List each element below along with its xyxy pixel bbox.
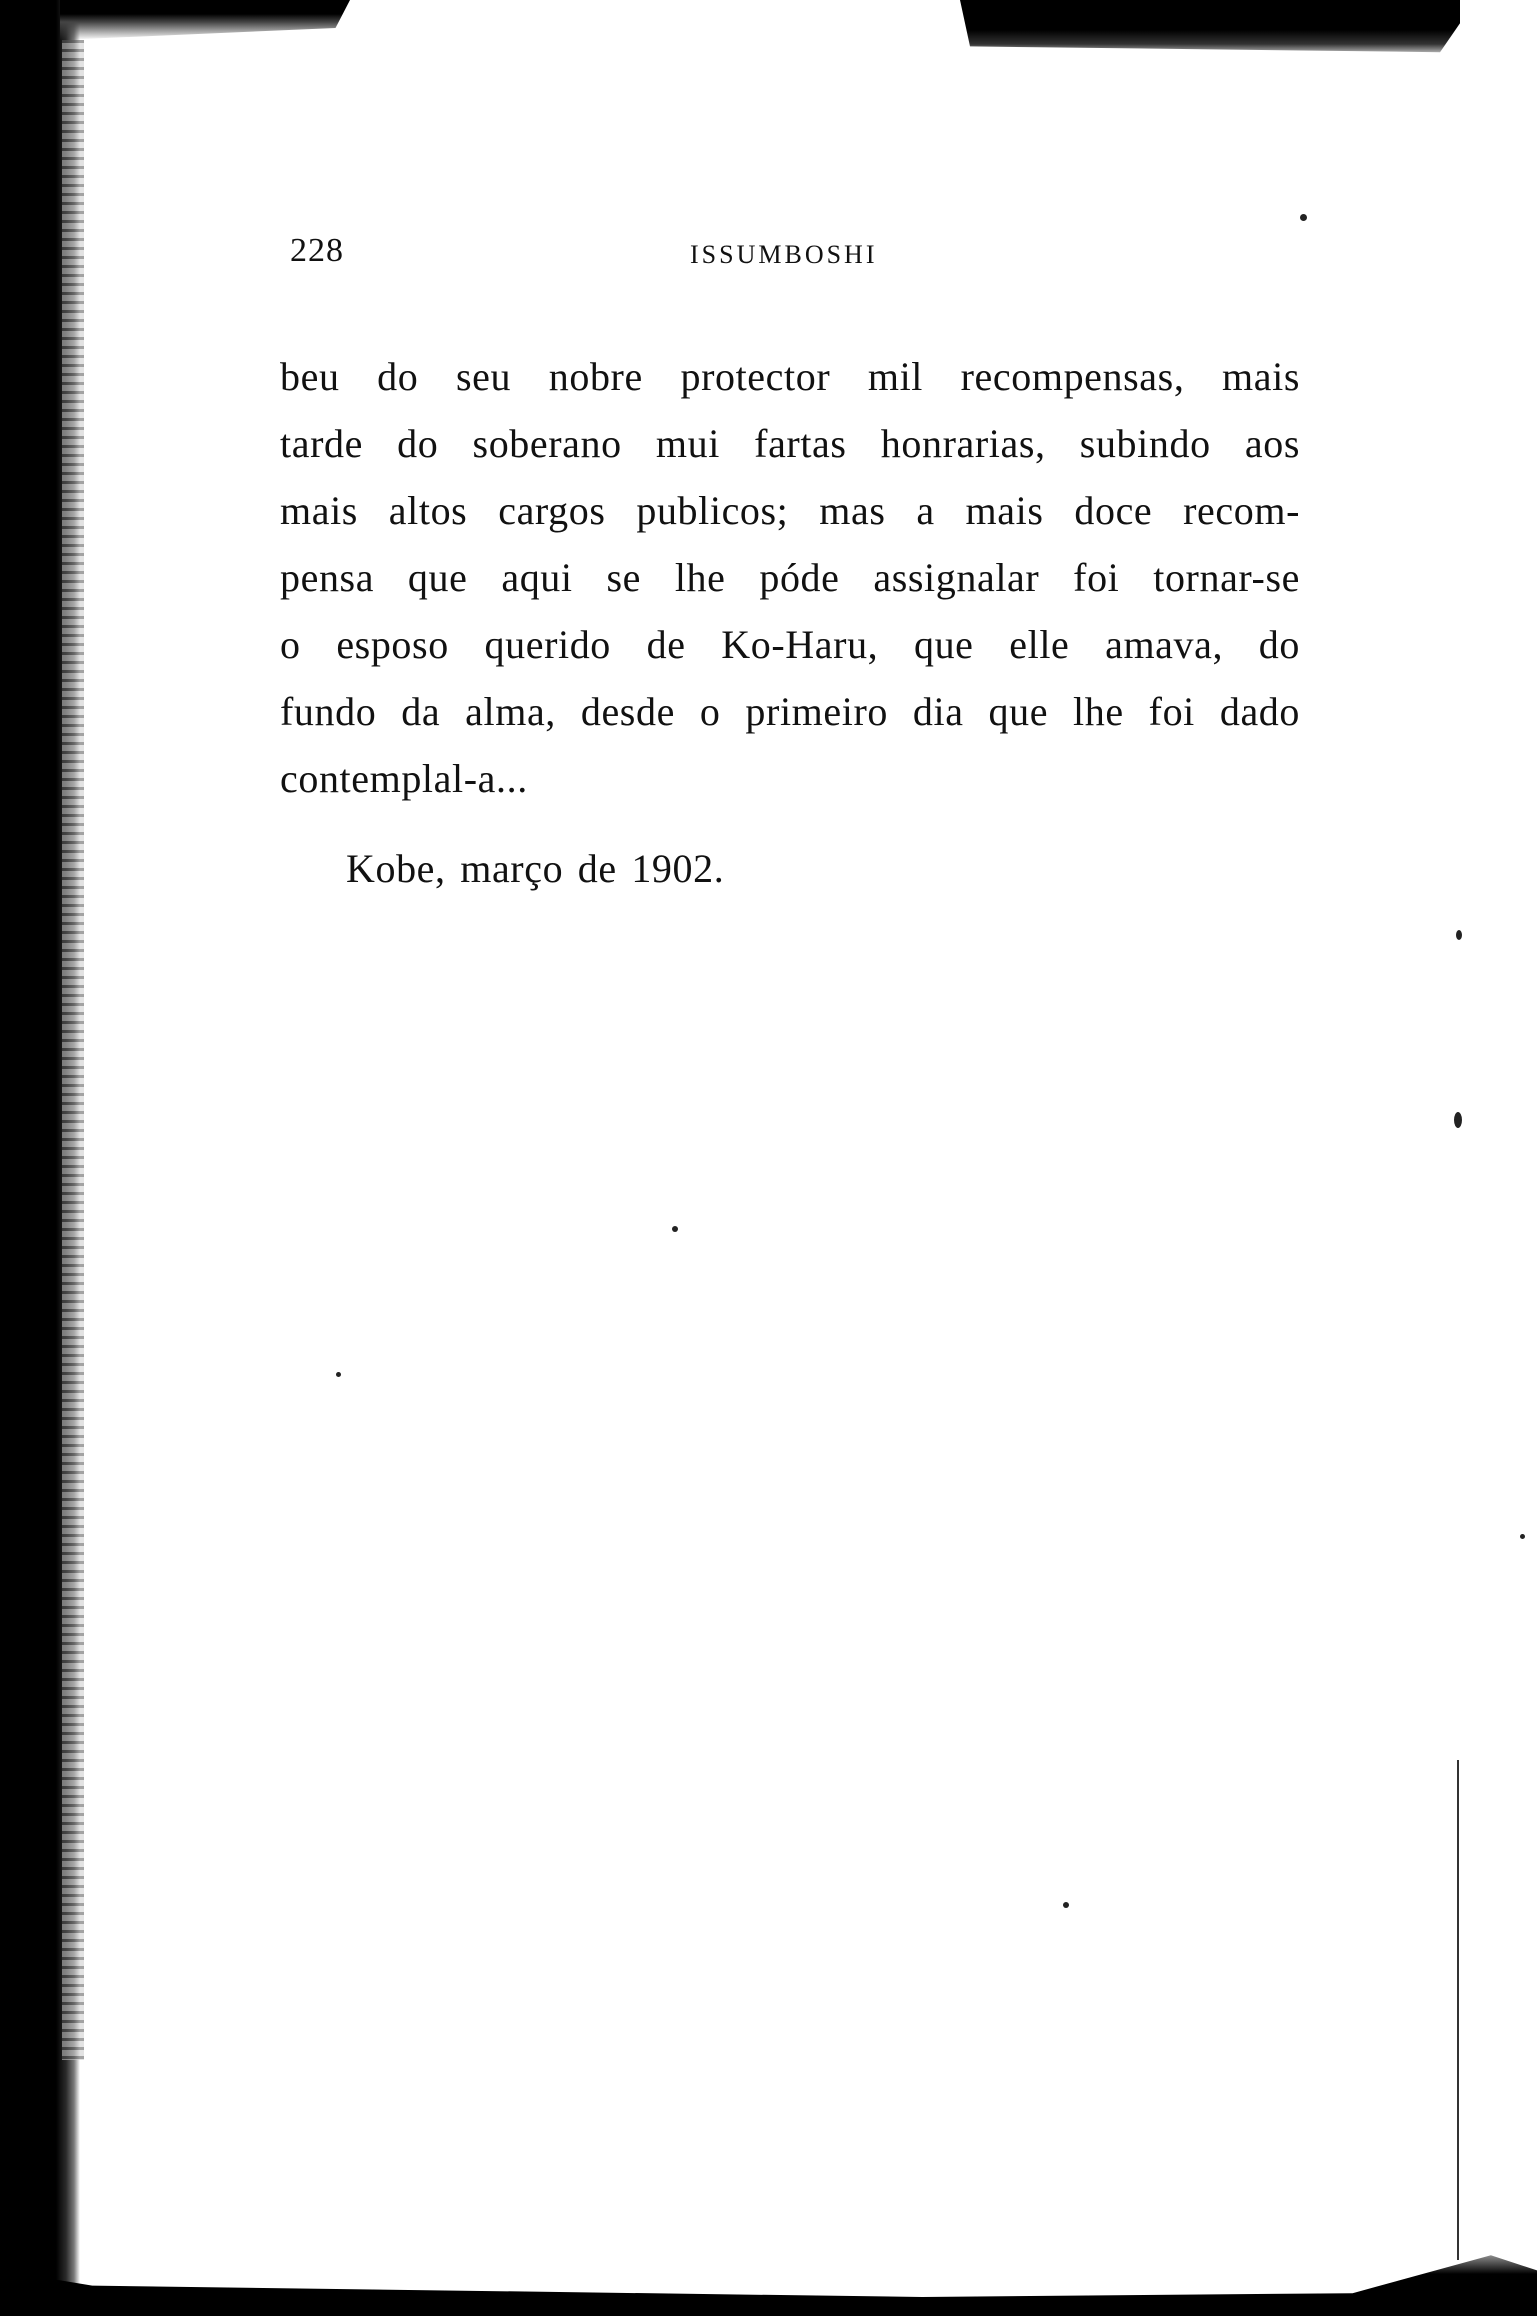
page-number: 228 bbox=[290, 232, 344, 269]
binding-texture bbox=[62, 40, 84, 2060]
text-line: o esposo querido de Ko-Haru, que elle amava, do bbox=[280, 622, 1300, 667]
scan-smudge-top-left bbox=[60, 0, 350, 40]
page-header bbox=[290, 232, 1290, 282]
scan-right-edge-line bbox=[1457, 1760, 1459, 2260]
text-line: contemplal-a... bbox=[280, 756, 528, 801]
scan-speck bbox=[1454, 1112, 1462, 1128]
text-line: beu do seu nobre protector mil recompensas, mais bbox=[280, 354, 1300, 399]
scan-speck bbox=[1063, 1902, 1069, 1908]
scan-speck bbox=[672, 1226, 678, 1232]
scan-bottom-edge bbox=[0, 2240, 1537, 2316]
scan-smudge-top-right bbox=[960, 0, 1460, 58]
text-line: fundo da alma, desde o primeiro dia que lhe foi dado bbox=[280, 689, 1300, 734]
scan-speck bbox=[1456, 930, 1462, 940]
body-paragraph bbox=[280, 343, 1300, 812]
scan-speck bbox=[1520, 1534, 1525, 1539]
running-title: ISSUMBOSHI bbox=[690, 240, 878, 269]
place-date-signature: Kobe, março de 1902. bbox=[346, 846, 725, 891]
text-line: tarde do soberano mui fartas honrarias, subindo aos bbox=[280, 421, 1300, 466]
scan-speck bbox=[1300, 214, 1307, 221]
scan-speck bbox=[336, 1372, 341, 1377]
text-line: mais altos cargos publicos; mas a mais doce recom- bbox=[280, 488, 1300, 533]
text-line: pensa que aqui se lhe póde assignalar foi tornar-se bbox=[280, 555, 1300, 600]
